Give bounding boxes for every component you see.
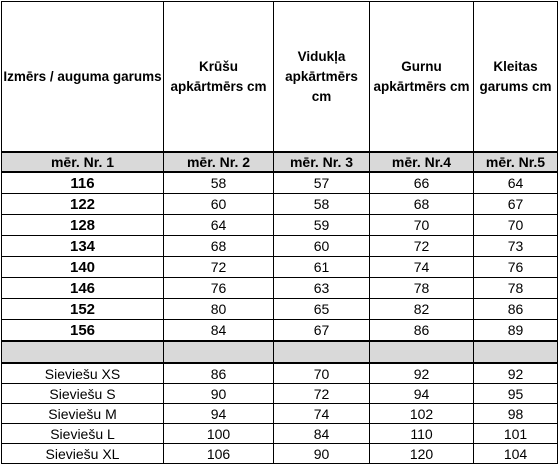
header-hips-label: Gurnu apkārtmērs cm [373, 58, 470, 94]
value-cell: 86 [164, 363, 274, 384]
header-dress-length-label: Kleitas garums cm [479, 58, 552, 94]
header-size-label: Izmērs / auguma garums [3, 68, 162, 84]
value-cell: 98 [474, 404, 558, 424]
size-cell: 146 [2, 278, 164, 299]
value-cell: 95 [474, 384, 558, 404]
value-cell: 63 [274, 278, 370, 299]
women-size-row [2, 444, 558, 464]
value-cell: 57 [274, 172, 370, 194]
measure-number-2: mēr. Nr. 2 [164, 152, 274, 172]
value-cell: 66 [370, 172, 474, 194]
size-chart-table [1, 1, 558, 464]
value-cell: 78 [474, 278, 558, 299]
value-cell: 90 [164, 384, 274, 404]
header-bust-label: Krūšu apkārtmērs cm [170, 58, 267, 94]
women-size-row [2, 384, 558, 404]
measure-number-4: mēr. Nr.4 [370, 152, 474, 172]
value-cell: 64 [164, 215, 274, 236]
value-cell: 65 [274, 299, 370, 320]
value-cell: 120 [370, 444, 474, 464]
value-cell: 76 [164, 278, 274, 299]
value-cell: 84 [164, 320, 274, 342]
value-cell: 101 [474, 424, 558, 444]
value-cell: 86 [370, 320, 474, 342]
header-waist-label: Vidukļa apkārtmērs cm [285, 48, 358, 104]
kids-size-row [2, 236, 558, 257]
value-cell: 86 [474, 299, 558, 320]
size-cell: 140 [2, 257, 164, 278]
measure-number-5: mēr. Nr.5 [474, 152, 558, 172]
value-cell [164, 341, 274, 363]
value-cell: 100 [164, 424, 274, 444]
size-cell: 156 [2, 320, 164, 342]
size-cell [2, 341, 164, 363]
value-cell [274, 341, 370, 363]
value-cell [370, 341, 474, 363]
header-size [2, 2, 164, 153]
header-waist [274, 2, 370, 153]
value-cell: 110 [370, 424, 474, 444]
kids-size-row [2, 172, 558, 194]
value-cell: 72 [164, 257, 274, 278]
women-size-row [2, 404, 558, 424]
kids-size-row [2, 257, 558, 278]
value-cell: 70 [474, 215, 558, 236]
size-cell: Sieviešu S [2, 384, 164, 404]
value-cell: 67 [474, 194, 558, 215]
measure-number-row [2, 152, 558, 172]
value-cell: 92 [474, 363, 558, 384]
size-cell: 134 [2, 236, 164, 257]
kids-size-row [2, 299, 558, 320]
value-cell: 68 [164, 236, 274, 257]
value-cell: 76 [474, 257, 558, 278]
kids-size-row [2, 215, 558, 236]
value-cell: 74 [274, 404, 370, 424]
value-cell: 67 [274, 320, 370, 342]
value-cell: 58 [164, 172, 274, 194]
value-cell: 60 [274, 236, 370, 257]
women-size-row [2, 363, 558, 384]
value-cell: 72 [370, 236, 474, 257]
header-dress-length [474, 2, 558, 153]
value-cell: 92 [370, 363, 474, 384]
value-cell: 78 [370, 278, 474, 299]
kids-size-row [2, 194, 558, 215]
size-cell: Sieviešu XL [2, 444, 164, 464]
value-cell: 106 [164, 444, 274, 464]
value-cell: 60 [164, 194, 274, 215]
value-cell: 90 [274, 444, 370, 464]
value-cell: 72 [274, 384, 370, 404]
size-cell: 116 [2, 172, 164, 194]
kids-size-row [2, 278, 558, 299]
separator-row [2, 341, 558, 363]
value-cell: 94 [164, 404, 274, 424]
value-cell: 58 [274, 194, 370, 215]
value-cell: 80 [164, 299, 274, 320]
size-cell: 152 [2, 299, 164, 320]
value-cell: 59 [274, 215, 370, 236]
value-cell: 102 [370, 404, 474, 424]
value-cell: 104 [474, 444, 558, 464]
header-row [2, 2, 558, 153]
value-cell: 73 [474, 236, 558, 257]
header-hips [370, 2, 474, 153]
kids-size-row [2, 320, 558, 342]
value-cell: 94 [370, 384, 474, 404]
measure-number-3: mēr. Nr. 3 [274, 152, 370, 172]
value-cell: 68 [370, 194, 474, 215]
size-cell: 122 [2, 194, 164, 215]
header-bust [164, 2, 274, 153]
value-cell: 84 [274, 424, 370, 444]
size-cell: Sieviešu L [2, 424, 164, 444]
value-cell: 74 [370, 257, 474, 278]
size-chart-body [2, 2, 558, 464]
value-cell: 89 [474, 320, 558, 342]
measure-number-1: mēr. Nr. 1 [2, 152, 164, 172]
women-size-row [2, 424, 558, 444]
value-cell: 70 [370, 215, 474, 236]
size-cell: Sieviešu XS [2, 363, 164, 384]
size-cell: 128 [2, 215, 164, 236]
value-cell [474, 341, 558, 363]
value-cell: 82 [370, 299, 474, 320]
value-cell: 61 [274, 257, 370, 278]
value-cell: 70 [274, 363, 370, 384]
size-cell: Sieviešu M [2, 404, 164, 424]
value-cell: 64 [474, 172, 558, 194]
